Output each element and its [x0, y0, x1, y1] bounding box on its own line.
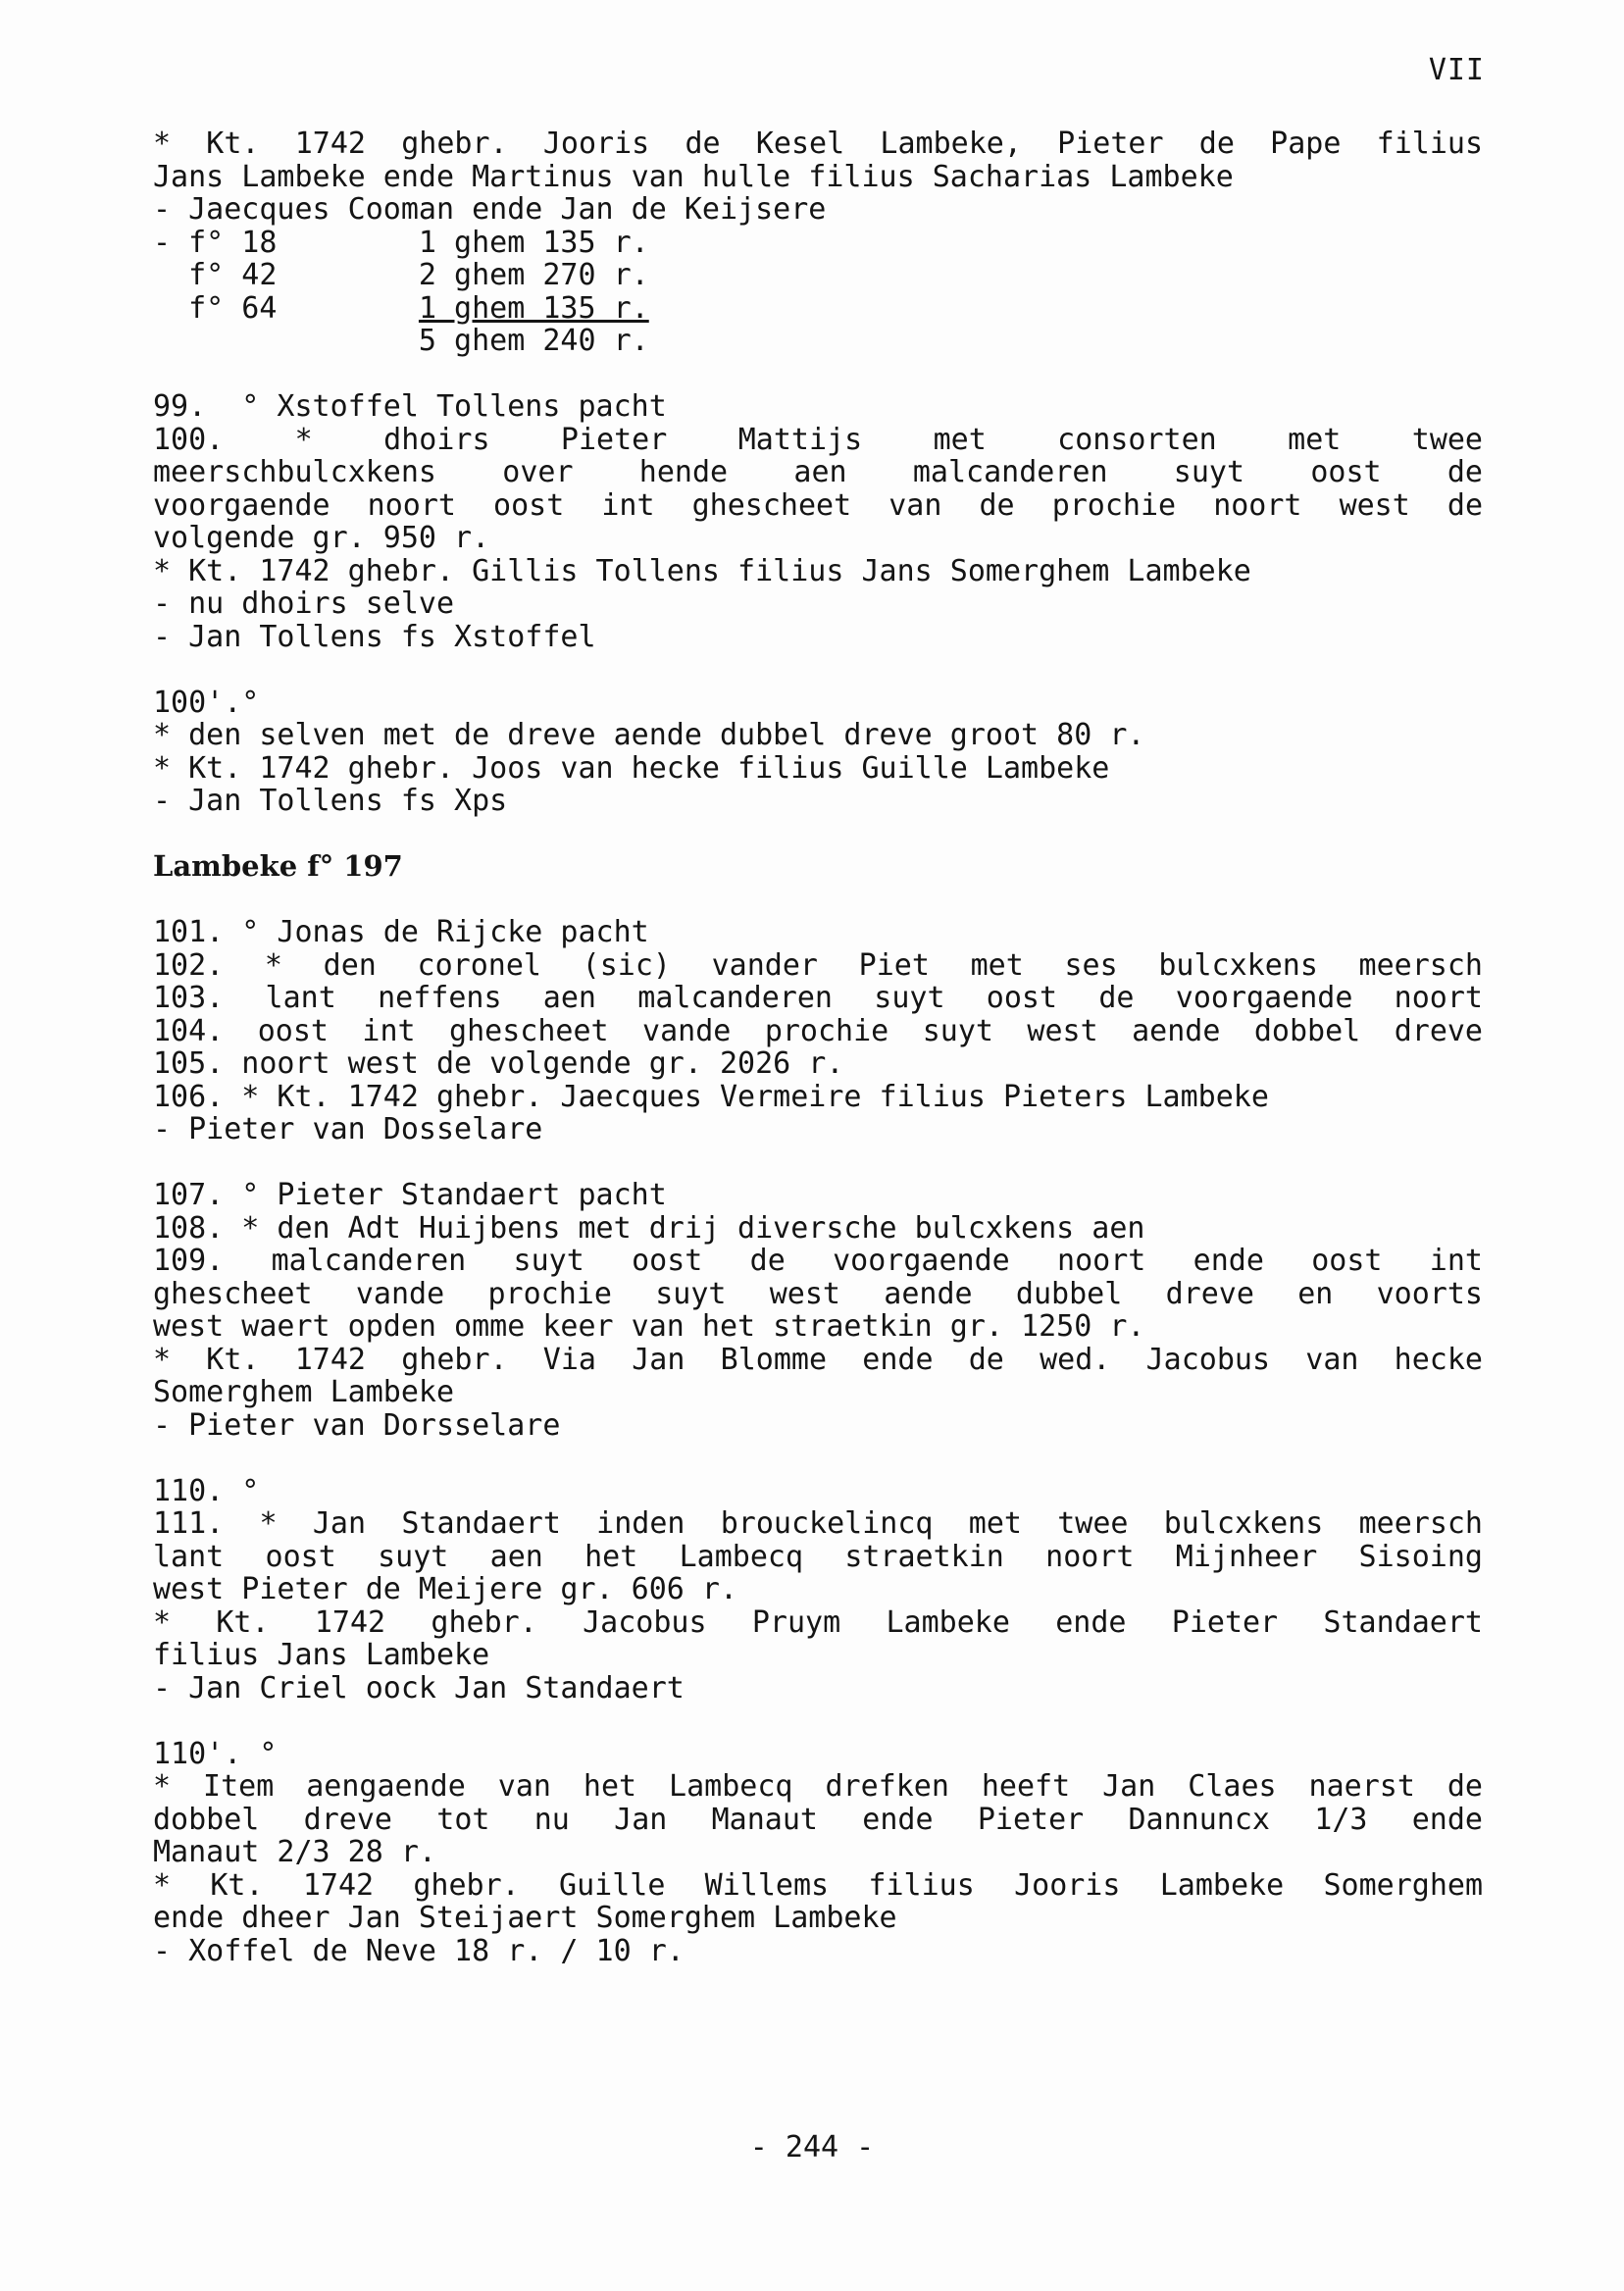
text-line: f° 64 1 ghem 135 r.: [153, 290, 649, 326]
text-line: 106. * Kt. 1742 ghebr. Jaecques Vermeire filius Pieters Lambeke: [153, 1079, 1269, 1114]
text-line: - Xoffel de Neve 18 r. / 10 r.: [153, 1933, 685, 1968]
text-line: west waert opden omme keer van het straetkin gr. 1250 r.: [153, 1309, 1145, 1344]
text-line: Somerghem Lambeke: [153, 1375, 455, 1409]
paragraph-gap: [153, 1146, 1483, 1180]
paragraph-gap: [153, 1705, 1483, 1738]
text-line: ende dheer Jan Steijaert Somerghem Lambeke: [153, 1901, 897, 1935]
text-line: * Kt. 1742 ghebr. Jooris de Kesel Lambeke, Pieter de Pape filius: [153, 127, 1483, 161]
page-number: - 244 -: [749, 2130, 875, 2164]
text-line: volgende gr. 950 r.: [153, 521, 490, 555]
text-line: 100. * dhoirs Pieter Mattijs met consorten met twee: [153, 422, 1483, 457]
text-line: 105. noort west de volgende gr. 2026 r.: [153, 1046, 844, 1081]
paragraph-gap: [153, 1442, 1483, 1475]
text-line: 99. ° Xstoffel Tollens pacht: [153, 389, 667, 424]
text-line: 110. °: [153, 1473, 260, 1508]
text-line: 101. ° Jonas de Rijcke pacht: [153, 915, 649, 949]
text-line: 103. lant neffens aen malcanderen suyt oost de voorgaende noort: [153, 981, 1483, 1015]
text-line: 108. * den Adt Huijbens met drij diversche bulcxkens aen: [153, 1210, 1145, 1246]
text-line: * Kt. 1742 ghebr. Jacobus Pruym Lambeke ende Pieter Standaert: [153, 1604, 1483, 1640]
text-line: 5 ghem 240 r.: [153, 324, 649, 358]
page-body: [153, 127, 1483, 1967]
text-line: ghescheet vande prochie suyt west aende dubbel dreve en voorts: [153, 1276, 1483, 1311]
entry-block: [153, 1179, 1483, 1442]
text-line: voorgaende noort oost int ghescheet van de prochie noort west de: [153, 487, 1483, 523]
text-line: * Kt. 1742 ghebr. Guille Willems filius Jooris Lambeke Somerghem: [153, 1867, 1483, 1903]
text-line: * den selven met de dreve aende dubbel dreve groot 80 r.: [153, 718, 1145, 752]
section-heading: Lambeke f° 197: [153, 849, 403, 883]
text-line: * Kt. 1742 ghebr. Via Jan Blomme ende de wed. Jacobus van hecke: [153, 1342, 1483, 1377]
text-line: * Kt. 1742 ghebr. Gillis Tollens filius Jans Somerghem Lambeke: [153, 553, 1251, 588]
paragraph-gap: [153, 653, 1483, 687]
entry-block: [153, 687, 1483, 818]
text-line: filius Jans Lambeke: [153, 1638, 490, 1672]
text-line: - Jan Tollens fs Xps: [153, 784, 508, 818]
text-line: 104. oost int ghescheet vande prochie suyt west aende dobbel dreve: [153, 1013, 1483, 1048]
text-line: * Kt. 1742 ghebr. Joos van hecke filius Guille Lambeke: [153, 750, 1110, 786]
text-line: - Jan Criel oock Jan Standaert: [153, 1670, 685, 1706]
text-line: 111. * Jan Standaert inden brouckelincq met twee bulcxkens meersch: [153, 1506, 1483, 1541]
entry-block: [153, 1475, 1483, 1706]
entry-block: [153, 127, 1483, 358]
text-line: * Item aengaende van het Lambecq drefken heeft Jan Claes naerst de: [153, 1769, 1483, 1804]
text-line: 110'. °: [153, 1736, 278, 1771]
text-line: - f° 18 1 ghem 135 r.: [153, 225, 649, 260]
text-line: - nu dhoirs selve: [153, 586, 455, 621]
text-line: Manaut 2/3 28 r.: [153, 1835, 436, 1869]
entry-block: [153, 390, 1483, 653]
text-line: Jans Lambeke ende Martinus van hulle filius Sacharias Lambeke: [153, 159, 1234, 194]
text-line: lant oost suyt aen het Lambecq straetkin noort Mijnheer Sisoing: [153, 1539, 1483, 1574]
paragraph-gap: [153, 358, 1483, 391]
text-line: f° 42 2 ghem 270 r.: [153, 258, 649, 292]
text-line: 107. ° Pieter Standaert pacht: [153, 1178, 667, 1212]
text-line: - Pieter van Dosselare: [153, 1112, 543, 1146]
underlined-total: 1 ghem 135 r.: [418, 290, 649, 326]
paragraph-gap: [153, 818, 1483, 851]
text-line: - Pieter van Dorsselare: [153, 1407, 561, 1443]
section-number: VII: [1428, 53, 1485, 87]
text-line: west Pieter de Meijere gr. 606 r.: [153, 1572, 738, 1606]
text-line: - Jaecques Cooman ende Jan de Keijsere: [153, 192, 827, 227]
text-line: dobbel dreve tot nu Jan Manaut ende Pieter Dannuncx 1/3 ende: [153, 1802, 1483, 1837]
entry-block: [153, 1738, 1483, 1968]
text-line: - Jan Tollens fs Xstoffel: [153, 619, 596, 654]
paragraph-gap: [153, 884, 1483, 917]
text-line: meerschbulcxkens over hende aen malcanderen suyt oost de: [153, 455, 1483, 489]
text-line: 100'.°: [153, 685, 260, 720]
text-line: 102. * den coronel (sic) vander Piet met ses bulcxkens meersch: [153, 947, 1483, 983]
text-line: 109. malcanderen suyt oost de voorgaende noort ende oost int: [153, 1244, 1483, 1278]
entry-block: [153, 916, 1483, 1146]
